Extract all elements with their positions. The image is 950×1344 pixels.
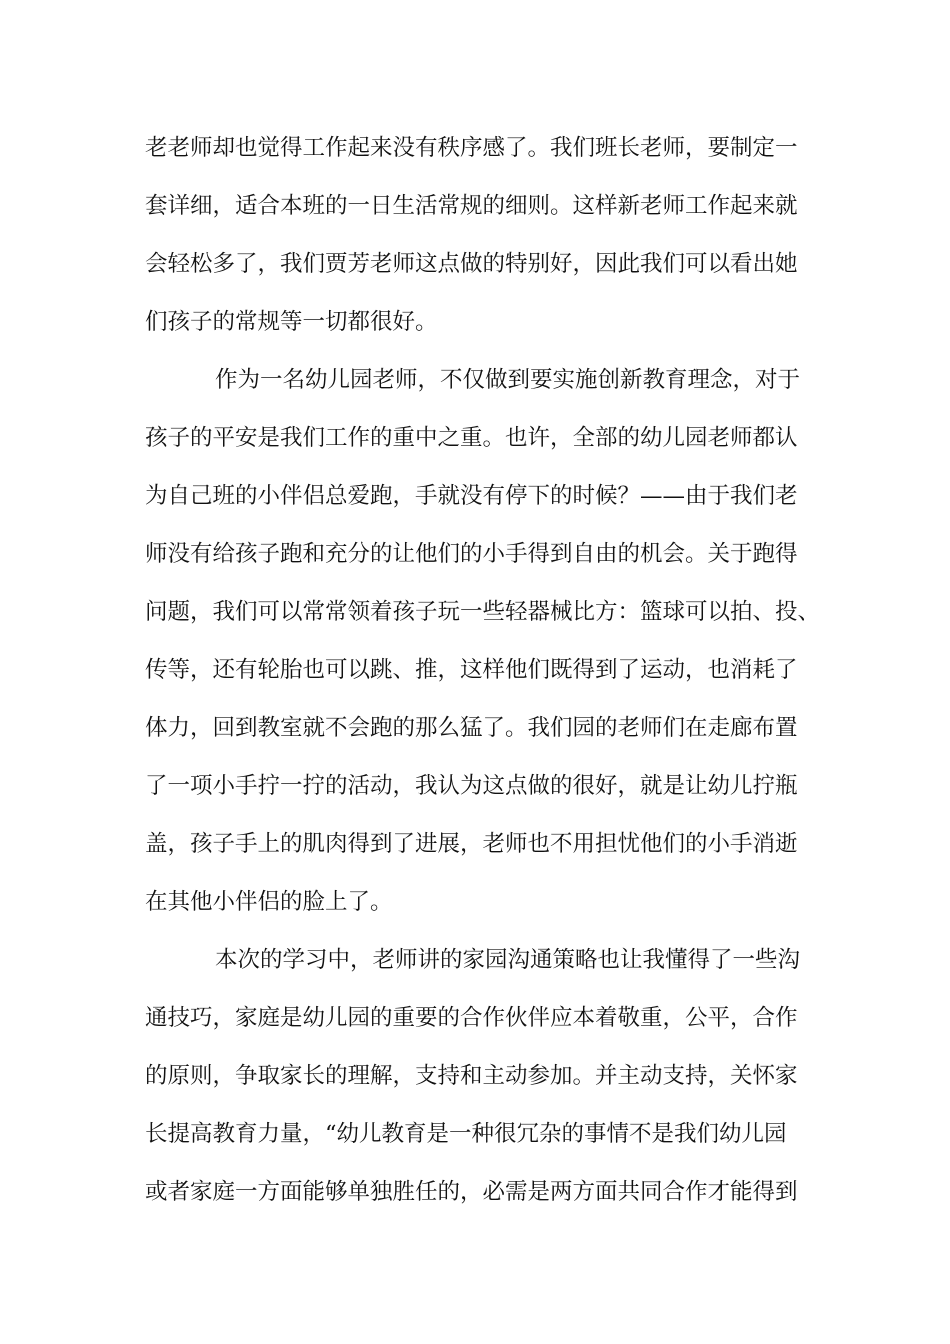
text-line: 的原则，争取家长的理解，支持和主动参加。并主动支持，关怀家: [145, 1063, 798, 1089]
text-line: 们孩子的常规等一切都很好。: [145, 309, 438, 335]
text-line: 孩子的平安是我们工作的重中之重。也许，全部的幼儿园老师都认: [145, 425, 798, 451]
text-line: 盖，孩子手上的肌肉得到了进展，老师也不用担忧他们的小手消逝: [145, 831, 798, 857]
paragraph-first-line: 本次的学习中，老师讲的家园沟通策略也让我懂得了一些沟: [215, 947, 801, 973]
text-line: 老老师却也觉得工作起来没有秩序感了。我们班长老师，要制定一: [145, 135, 798, 161]
text-line: 长提高教育力量，“幼儿教育是一种很冗杂的事情不是我们幼儿园: [145, 1121, 787, 1147]
text-line: 会轻松多了，我们贾芳老师这点做的特别好，因此我们可以看出她: [145, 251, 798, 277]
text-line: 师没有给孩子跑和充分的让他们的小手得到自由的机会。关于跑得: [145, 541, 798, 567]
text-line: 传等，还有轮胎也可以跳、推，这样他们既得到了运动，也消耗了: [145, 657, 798, 683]
text-line: 体力，回到教室就不会跑的那么猛了。我们园的老师们在走廊布置: [145, 715, 798, 741]
paragraph-first-line: 作为一名幼儿园老师，不仅做到要实施创新教育理念，对于: [215, 367, 801, 393]
text-line: 为自己班的小伴侣总爱跑，手就没有停下的时候？——由于我们老: [145, 483, 798, 509]
text-line: 通技巧，家庭是幼儿园的重要的合作伙伴应本着敬重，公平，合作: [145, 1005, 798, 1031]
text-line: 了一项小手拧一拧的活动，我认为这点做的很好，就是让幼儿拧瓶: [145, 773, 798, 799]
text-line: 套详细，适合本班的一日生活常规的细则。这样新老师工作起来就: [145, 193, 798, 219]
text-line: 或者家庭一方面能够单独胜任的，必需是两方面共同合作才能得到: [145, 1179, 798, 1205]
text-line: 问题，我们可以常常领着孩子玩一些轻器械比方：篮球可以拍、投、: [145, 599, 821, 625]
text-line: 在其他小伴侣的脸上了。: [145, 889, 393, 915]
